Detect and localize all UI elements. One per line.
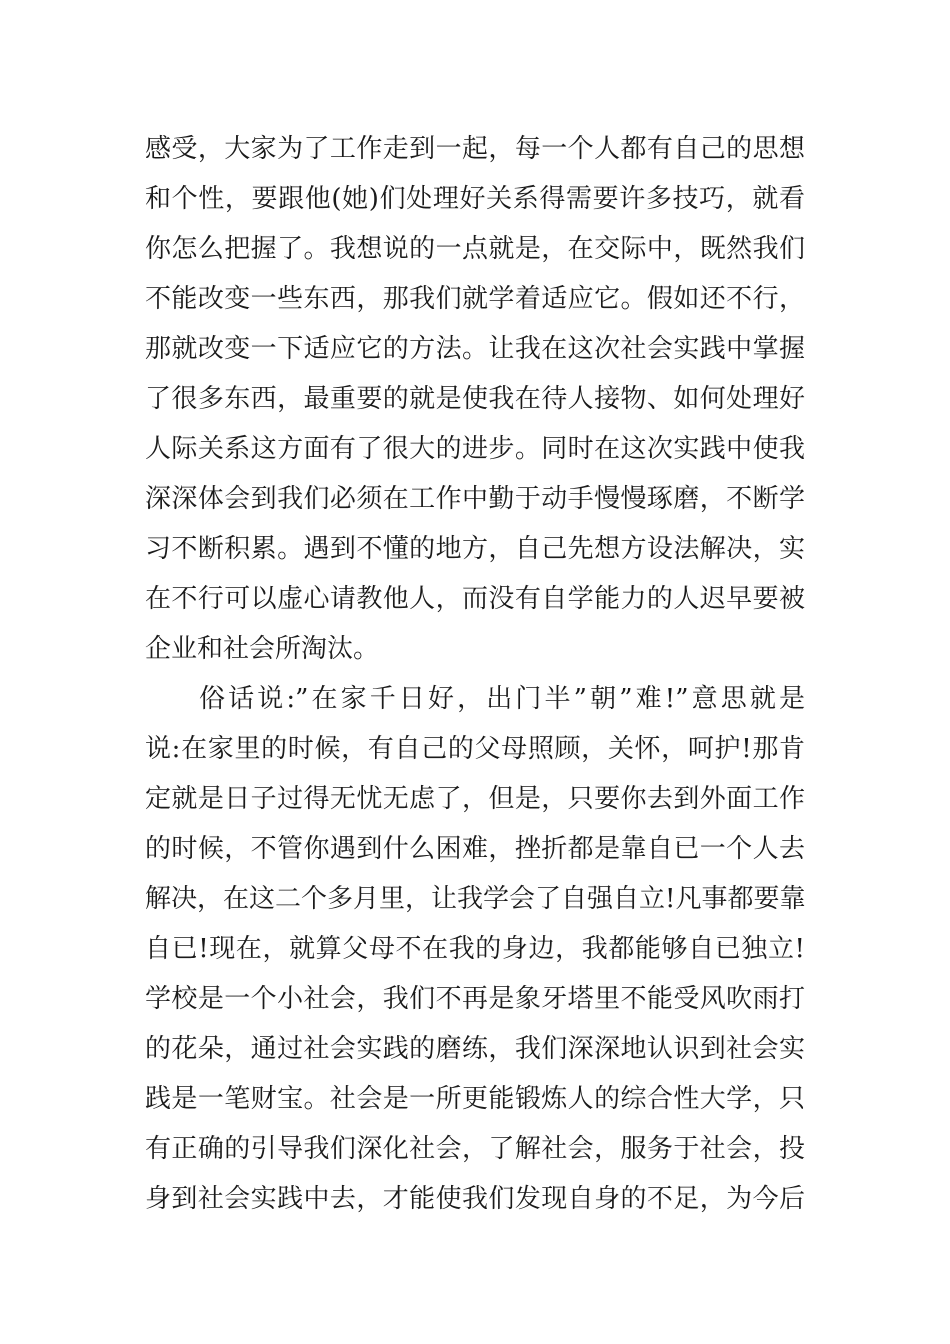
text-line: 在不行可以虚心请教他人，而没有自学能力的人迟早要被: [145, 584, 805, 614]
text-line: 的时候，不管你遇到什么困难，挫折都是靠自已一个人去: [145, 834, 805, 864]
text-line: 不能改变一些东西，那我们就学着适应它。假如还不行，: [145, 284, 805, 314]
text-line: 企业和社会所淘汰。: [145, 634, 380, 664]
text-line: 那就改变一下适应它的方法。让我在这次社会实践中掌握: [145, 334, 805, 364]
text-line: 人际关系这方面有了很大的进步。同时在这次实践中使我: [145, 434, 805, 464]
text-line: 感受，大家为了工作走到一起，每一个人都有自己的思想: [145, 134, 805, 164]
text-line: 说:在家里的时候，有自己的父母照顾，关怀，呵护!那肯: [145, 734, 805, 764]
text-line: 深深体会到我们必须在工作中勤于动手慢慢琢磨，不断学: [145, 484, 805, 514]
text-line: 定就是日子过得无忧无虑了，但是，只要你去到外面工作: [145, 784, 805, 814]
text-line: 习不断积累。遇到不懂的地方，自己先想方设法解决，实: [145, 534, 805, 564]
text-line: 自已!现在，就算父母不在我的身边，我都能够自已独立!: [145, 934, 805, 964]
text-line: 践是一笔财宝。社会是一所更能锻炼人的综合性大学，只: [145, 1084, 805, 1114]
text-line: 的花朵，通过社会实践的磨练，我们深深地认识到社会实: [145, 1034, 805, 1064]
text-line: 你怎么把握了。我想说的一点就是，在交际中，既然我们: [145, 234, 805, 264]
paragraph-first-line: 俗话说:”在家千日好，出门半”朝”难!”意思就是: [199, 684, 805, 714]
text-line: 学校是一个小社会，我们不再是象牙塔里不能受风吹雨打: [145, 984, 805, 1014]
text-line: 解决，在这二个多月里，让我学会了自强自立!凡事都要靠: [145, 884, 806, 914]
text-line: 身到社会实践中去，才能使我们发现自身的不足，为今后: [145, 1184, 805, 1214]
text-line: 了很多东西，最重要的就是使我在待人接物、如何处理好: [145, 384, 805, 414]
text-line: 和个性，要跟他(她)们处理好关系得需要许多技巧，就看: [145, 184, 805, 214]
text-line: 有正确的引导我们深化社会，了解社会，服务于社会，投: [145, 1134, 805, 1164]
